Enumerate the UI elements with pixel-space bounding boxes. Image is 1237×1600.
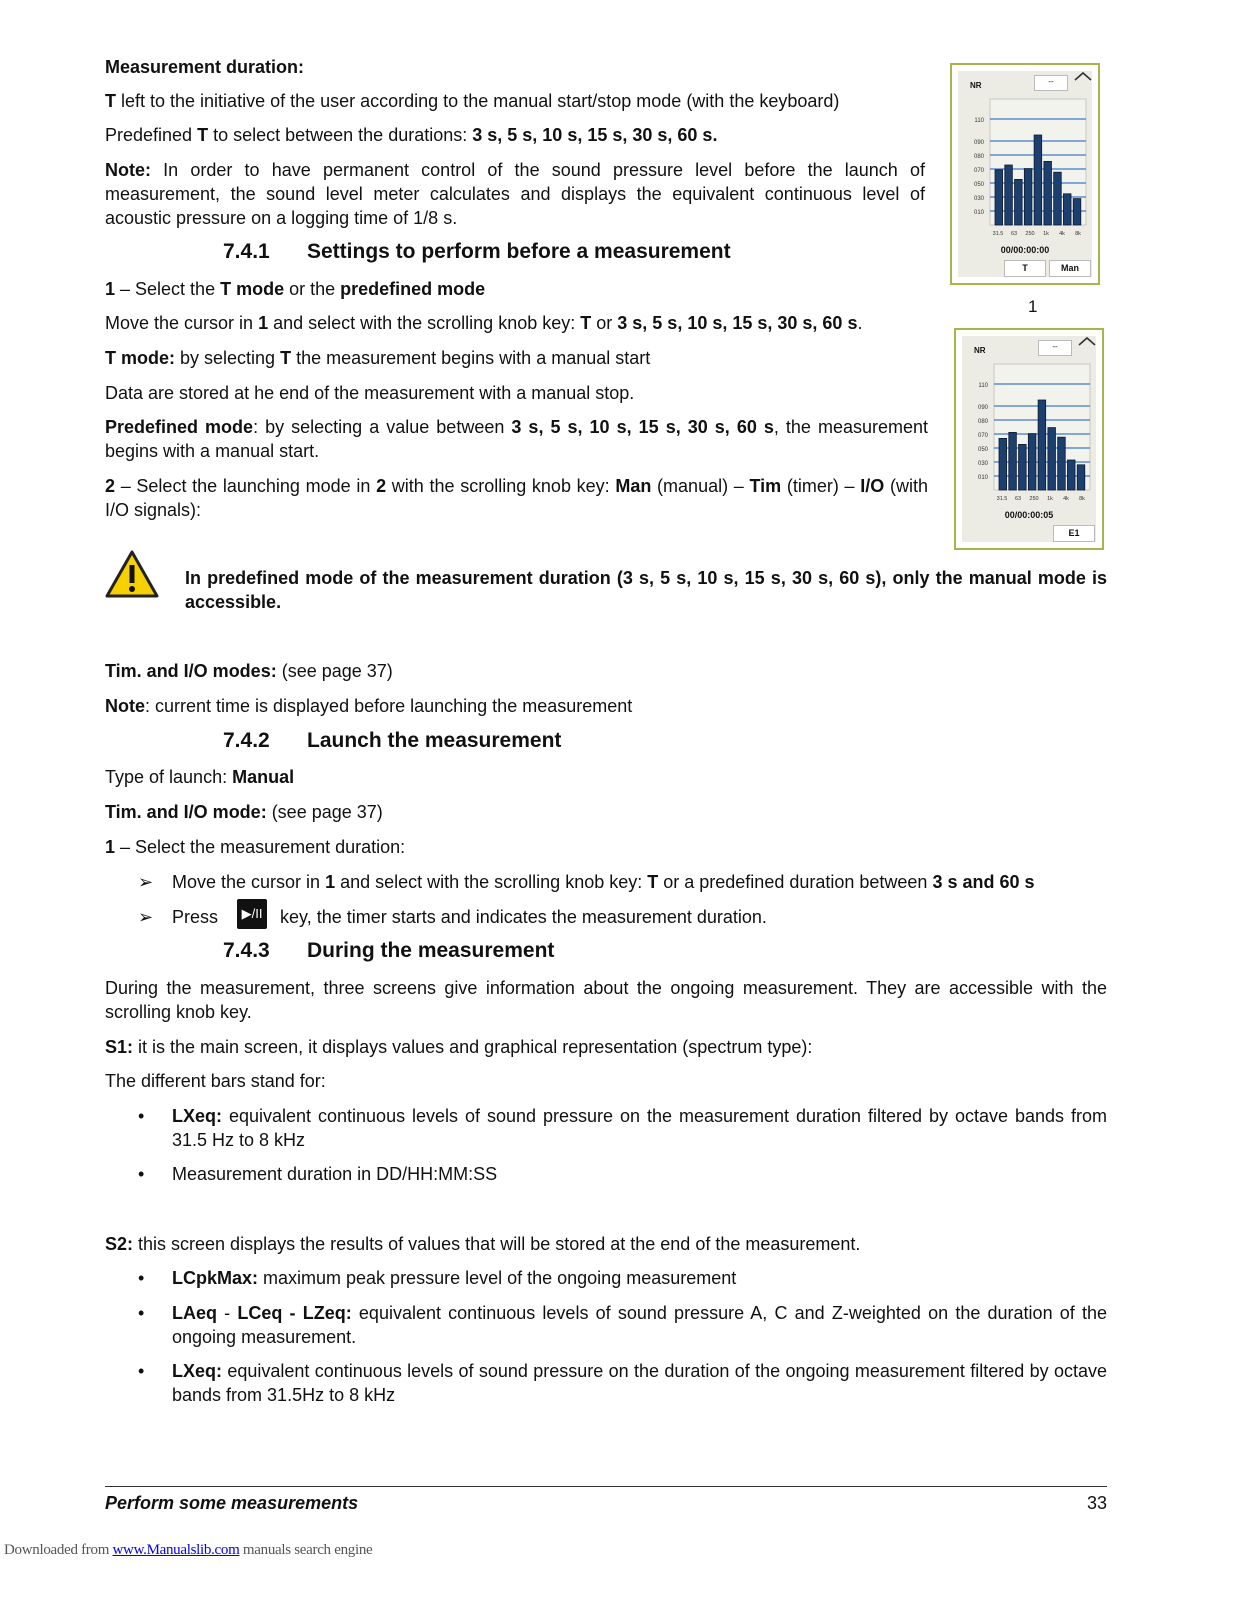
list-item (138, 1266, 1107, 1290)
list-item (138, 870, 1107, 894)
tim-io-label: Tim. and I/O mode: (105, 802, 267, 822)
t-mode-button[interactable]: T (1004, 260, 1046, 277)
spectrum-bar (1005, 165, 1013, 225)
tim-label: Tim (749, 476, 782, 496)
arrow-bullet-icon: ➢ (138, 907, 154, 927)
step-text: – Select the measurement duration: (115, 837, 406, 857)
footer-rule (105, 1486, 1107, 1487)
spectrum-bar (1015, 179, 1023, 225)
section-7-4-2-heading (223, 727, 561, 755)
t-mode-text: the measurement begins with a manual start (291, 348, 651, 368)
top-value-box: -- (1038, 340, 1072, 356)
device-screen-2 (954, 328, 1104, 550)
li-text: - (217, 1303, 238, 1323)
spectrum-bar (1024, 169, 1032, 225)
x-tick-label: 250 (1025, 231, 1035, 237)
io-label: I/O (860, 476, 885, 496)
note-paragraph (105, 158, 925, 230)
y-tick-label: 050 (973, 182, 984, 188)
download-notice (4, 1542, 372, 1559)
section-number: 7.4.2 (223, 729, 270, 752)
spectrum-bar (999, 438, 1007, 490)
y-tick-label: 010 (973, 210, 984, 216)
step-text: with the scrolling knob key: (386, 476, 616, 496)
y-tick-label: 070 (973, 168, 984, 174)
t-manual-text: left to the initiative of the user according to the manual start/stop mode (with the keyboard) (116, 91, 840, 111)
section-title: During the measurement (307, 939, 555, 962)
x-tick-label: 63 (1014, 496, 1022, 502)
type-of-launch-line (105, 765, 294, 789)
play-pause-key-icon: ▶/II (237, 899, 267, 929)
t-mode-label: T mode: (105, 348, 175, 368)
cursor-bold: T (580, 313, 592, 333)
list-item (138, 1359, 1107, 1407)
y-tick-label: 090 (973, 140, 984, 146)
li-bold: 1 (325, 872, 336, 892)
spectrum-bar (1019, 444, 1027, 490)
x-tick-label: 31.5 (996, 496, 1008, 502)
list-item (138, 1104, 1107, 1152)
section-title: Settings to perform before a measurement (307, 240, 731, 263)
list-item-text (172, 1104, 1107, 1152)
nr-label: NR (974, 346, 986, 355)
tim-io-text: (see page 37) (276, 661, 393, 681)
spectrum-bar (1063, 194, 1071, 225)
y-tick-label: 090 (977, 405, 988, 411)
li-text: and select with the scrolling knob key: (335, 872, 648, 892)
predef-mode-label: Predefined mode (105, 417, 254, 437)
spectrum-bar (1028, 434, 1036, 490)
step-bold: 2 (376, 476, 387, 496)
spectrum-bar (1038, 400, 1046, 490)
step-text: (manual) – (651, 476, 750, 496)
tim-io-modes-line (105, 659, 925, 683)
li-text: equivalent continuous levels of sound pressure on the duration of the ongoing measurement filtered by octave bands from 31.5Hz to 8 kHz (172, 1361, 1107, 1405)
spectrum-bar (1073, 199, 1081, 225)
s1-text: it is the main screen, it displays values and graphical representation (spectrum type): (133, 1037, 813, 1057)
step-text: – Select the (115, 279, 221, 299)
tim-io-text: (see page 37) (266, 802, 383, 822)
y-tick-label: 030 (973, 196, 984, 202)
arrow-bullet-icon: ➢ (138, 872, 154, 892)
bullet-icon: • (138, 1303, 145, 1323)
note-label: Note (105, 696, 145, 716)
section-number: 7.4.3 (223, 939, 270, 962)
li-bold: T (647, 872, 659, 892)
list-item-text (172, 870, 1107, 894)
s1-label: S1: (105, 1037, 134, 1057)
cursor-bold: 1 (258, 313, 269, 333)
section-number: 7.4.1 (223, 240, 270, 263)
cursor-text: . (857, 313, 863, 333)
step1-line (105, 277, 925, 301)
li-text: Press (172, 907, 224, 927)
cursor-text: and select with the scrolling knob key: (268, 313, 581, 333)
predef-mode-text: : by selecting a value between (253, 417, 512, 437)
list-item-text (172, 1301, 1107, 1349)
note-text: : current time is displayed before launching the measurement (145, 696, 633, 716)
data-stored-line: Data are stored at he end of the measurement with a manual stop. (105, 383, 635, 403)
y-tick-label: 110 (978, 383, 988, 389)
note-text: In order to have permanent control of the sound pressure level before the launch of measurement, the sound level meter calculates and displays the equivalent continuous level of acoustic pressure on a logging time of 1/8 s. (105, 160, 925, 228)
x-tick-label: 63 (1010, 231, 1018, 237)
predefined-durations-line (105, 123, 925, 147)
step2-paragraph (105, 474, 928, 522)
select-duration-line (105, 835, 405, 859)
step-text: (with I/O signals): (105, 476, 928, 520)
download-text: Downloaded from (4, 1542, 113, 1558)
tim-io-mode-line (105, 800, 383, 824)
li-bold: 3 s and 60 s (932, 872, 1035, 892)
predefined-mode-paragraph (105, 415, 928, 463)
spectrum-bar (1034, 135, 1042, 225)
note-label: Note: (105, 160, 151, 180)
s1-line (105, 1035, 1107, 1059)
spectrum-bar (1044, 161, 1052, 225)
s2-line (105, 1232, 1107, 1256)
y-tick-label: 070 (977, 433, 988, 439)
e1-button[interactable]: E1 (1053, 525, 1095, 542)
x-tick-label: 31.5 (992, 231, 1004, 237)
li-text: equivalent continuous levels of sound pressure on the measurement duration filtered by octave bands from 31.5 Hz to 8 kHz (172, 1106, 1107, 1150)
t-mode-line (105, 346, 925, 370)
cursor-line (105, 311, 935, 335)
step-number: 1 (105, 279, 116, 299)
x-tick-label: 250 (1029, 496, 1039, 502)
t-mode-bold: T (280, 348, 292, 368)
t-manual-line (105, 89, 925, 113)
predef-mode-bold: 3 s, 5 s, 10 s, 15 s, 30 s, 60 s (511, 417, 774, 437)
step-text: – Select the launching mode in (115, 476, 377, 496)
li-text: maximum peak pressure level of the ongoing measurement (258, 1268, 737, 1288)
spectrum-bar (1058, 437, 1066, 490)
cursor-text: Move the cursor in (105, 313, 259, 333)
spectrum-bar (995, 170, 1003, 225)
warning-icon (104, 549, 160, 599)
type-text: Type of launch: (105, 767, 233, 787)
x-tick-label: 4k (1063, 496, 1069, 502)
predef-t: T (197, 125, 209, 145)
duration-readout: 00/00:00:05 (1004, 510, 1054, 520)
list-item (138, 1301, 1107, 1349)
s2-text: this screen displays the results of values that will be stored at the end of the measurement. (133, 1234, 861, 1254)
predef-pre: Predefined (105, 125, 198, 145)
spectrum-bar (1067, 460, 1075, 490)
li-bold: LAeq (172, 1303, 217, 1323)
duration-readout: 00/00:00:00 (1000, 245, 1050, 255)
manualslib-link[interactable]: www.Manualslib.com (112, 1542, 240, 1558)
during-intro: During the measurement, three screens give information about the ongoing measurement. They are accessible with the scrolling knob key. (105, 978, 1107, 1022)
t-mode-text: by selecting (175, 348, 281, 368)
device-screen-1 (950, 63, 1100, 285)
warning-text: In predefined mode of the measurement duration (3 s, 5 s, 10 s, 15 s, 30 s, 60 s), only the manual mode is accessible. (185, 568, 1107, 612)
man-label: Man (615, 476, 652, 496)
type-bold: Manual (232, 767, 295, 787)
measurement-duration-heading: Measurement duration: (105, 57, 305, 77)
bullet-icon: • (138, 1106, 145, 1126)
section-title: Launch the measurement (307, 729, 562, 752)
li-text: key, the timer starts and indicates the measurement duration. (275, 907, 767, 927)
y-tick-label: 080 (973, 154, 984, 160)
spectrum-bar (1009, 432, 1017, 490)
list-item (138, 905, 1107, 929)
li-bold: LCeq - LZeq: (237, 1303, 352, 1323)
li-text: Move the cursor in (172, 872, 326, 892)
list-item (138, 1162, 1107, 1186)
step-number: 1 (105, 837, 116, 857)
predef-mid: to select between the durations: (208, 125, 473, 145)
footer-section-title: Perform some measurements (105, 1493, 359, 1513)
bullet-icon: • (138, 1164, 145, 1184)
x-tick-label: 1k (1043, 231, 1049, 237)
cursor-text: or (591, 313, 618, 333)
y-tick-label: 050 (977, 447, 988, 453)
y-tick-label: 110 (974, 118, 984, 124)
predef-mode-text: , the measurement begins with a manual start. (105, 417, 929, 461)
spectrum-bar (1048, 428, 1056, 490)
bullet-icon: • (138, 1361, 145, 1381)
spectrum-bar (1077, 465, 1085, 490)
li-bold: LXeq: (172, 1361, 223, 1381)
nr-label: NR (970, 81, 982, 90)
li-text: or a predefined duration between (658, 872, 933, 892)
s2-label: S2: (105, 1234, 134, 1254)
download-text: manuals search engine (239, 1542, 373, 1558)
step-text: or the (284, 279, 341, 299)
bullet-icon: • (138, 1268, 145, 1288)
y-tick-label: 080 (977, 419, 988, 425)
bars-line: The different bars stand for: (105, 1071, 326, 1091)
screen-caption: 1 (1028, 297, 1038, 316)
y-tick-label: 030 (977, 461, 988, 467)
page-number: 33 (1086, 1493, 1107, 1513)
y-tick-label: 010 (977, 475, 988, 481)
li-bold: LCpkMax: (172, 1268, 259, 1288)
x-tick-label: 4k (1059, 231, 1065, 237)
list-item-text (172, 1266, 1107, 1290)
x-tick-label: 8k (1075, 231, 1081, 237)
li-text: equivalent continuous levels of sound pressure A, C and Z-weighted on the duration of the ongoing measurement. (172, 1303, 1107, 1347)
tim-io-label: Tim. and I/O modes: (105, 661, 277, 681)
top-value-box: -- (1034, 75, 1068, 91)
man-mode-button[interactable]: Man (1049, 260, 1091, 277)
note-current-time (105, 694, 925, 718)
step-bold: T mode (220, 279, 285, 299)
li-bold: LXeq: (172, 1106, 223, 1126)
section-7-4-3-heading (223, 937, 554, 965)
step-number: 2 (105, 476, 116, 496)
section-7-4-1-heading (223, 238, 731, 266)
predef-values: 3 s, 5 s, 10 s, 15 s, 30 s, 60 s. (472, 125, 718, 145)
list-item-text (172, 905, 1107, 929)
list-item-text (172, 1359, 1107, 1407)
spectrum-bar (1054, 172, 1062, 225)
x-tick-label: 8k (1079, 496, 1085, 502)
list-item-text: Measurement duration in DD/HH:MM:SS (172, 1164, 498, 1184)
step-text: (timer) – (781, 476, 861, 496)
x-tick-label: 1k (1047, 496, 1053, 502)
t-bold: T (105, 91, 116, 111)
step-bold: predefined mode (340, 279, 486, 299)
cursor-bold: 3 s, 5 s, 10 s, 15 s, 30 s, 60 s (617, 313, 858, 333)
